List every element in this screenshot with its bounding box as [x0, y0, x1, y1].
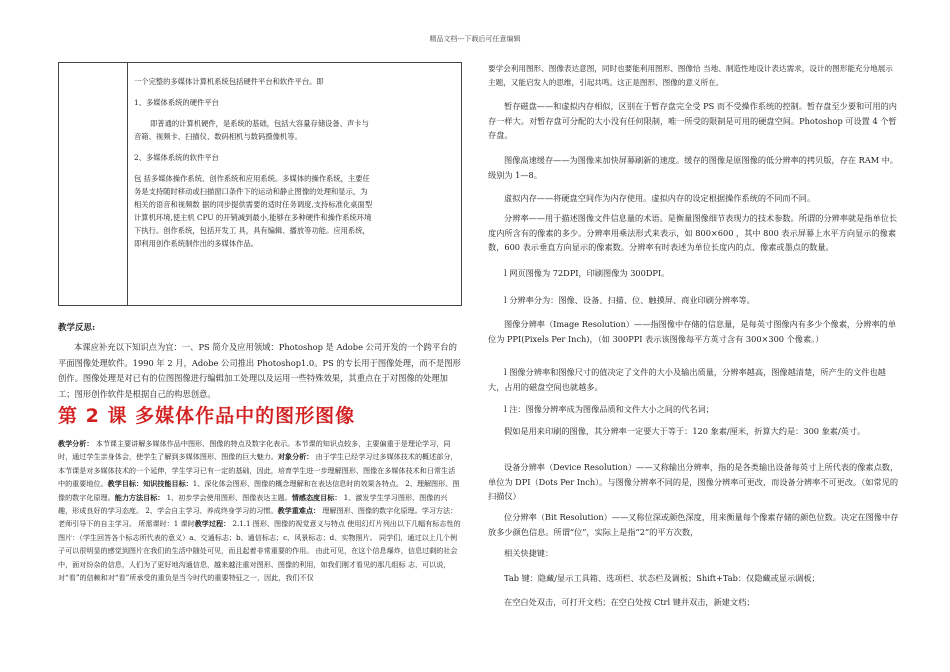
right-para: 在空白处双击，可打开文档；在空白处按 Ctrl 键并双击，新建文档； [504, 597, 755, 607]
cell-para: 一个完整的多媒体计算机系统包括硬件平台和软件平台。即 [134, 77, 324, 86]
right-para: 图像高速缓存——为图像来加快屏幕刷新的速度。缓存的图像是原图像的低分辨率的拷贝版，存在 RAM 中。级别为 1—8。 [488, 155, 899, 180]
cell-para: 1、多媒体系统的硬件平台 [134, 98, 219, 107]
right-para: 要学会利用图形、图像表达意图，同时也要能利用图形、图像恰 当地、制造性地设计表达需求，设计的图形能充分地展示主题，又能启发人的思维，引起共鸣。这正是图形、图像的意义所在。 [488, 64, 893, 87]
body-bold: 知识技能目标： [143, 479, 193, 489]
body-text: 2.1.1 图形、图像的视觉意义与特点 使用幻灯片列出以下几幅有标志性的图片：（学生回答各个标志所代表的意义）a、交通标志；b、通信标志；c、风景标志；d、实物照片。 同学们，通过以上几个例子可以很明显的感觉到图片在我们的生活中随处可见，而且起着非常重要的作用。 由此可见，在这个信息爆炸，信息过剩的社会中，面对纷杂的信息，人们为了更好地沟通信息，越来越注重对图形、图像的利用，如我们刚才看见的那几组标 志，可以说，对“看”的信赖和对“看”所承受的重负是当今时代的重要特征之一，因此，我们不仅 [58, 519, 461, 583]
cell-para: 包 括多媒体操作系统、创作系统和应用系统。多媒体的操作系统，主要任务是支持随时移动或扫描窗口条件下的运动和静止图像的处理和显示，为相关的语音和视频数 据的同步提供需要的适时任务调度,支持标准化桌面型计算机环境,使主机 CPU 的开销减到最小,能够在多种硬件和操作系统环境下执行。创作系统，包括开发工 具，具有编辑、播放等功能。应用系统，即利用创作系统制作出的多媒体作品。 [134, 174, 373, 248]
cell-para: 2、多媒体系统的软件平台 [134, 153, 219, 162]
reflection-heading: 教学反思: [58, 323, 96, 333]
right-para: Tab 键：隐藏/显示工具箱、选项栏、状态栏及调板；Shift+Tab：仅隐藏或显示调板； [504, 573, 820, 583]
right-para: 位分辨率（Bit Resolution）——又称位深或颜色深度，用来衡量每个像素存储的颜色位数。决定在图像中存放多少颜色信息。所谓“位”，实际上是指“2”的平方次数， [488, 512, 899, 537]
cell-para: 即普通的计算机硬件，是系统的基础，包括大容量存储设备、声卡与音箱、视频卡、扫描仪、数码相机与数码摄像机等。 [134, 119, 369, 141]
body-text: 本节课主要讲解多媒体作品中图形、图像的特点及数字化表示。本节课的知识点较多，主要偏重于是理论学习，同时，通过学生亲身体会，使学生了解到多媒体图形、图像的巨大魅力。 [58, 439, 451, 462]
reflection-text: 本课应补充以下知识点为宜：一、PS 简介及应用领域：Photoshop 是 Adobe 公司开发的一个跨平台的平面图像处理软件。1990 年 2 月，Adobe 公司推出 Photoshop1.0。PS 的专长用于图像处理，而不是图形创作。图像处理是对已有的位图图像进行编辑加工处理以及运用一些特殊效果，其重点在于对图像的处理加工；图形创作软件是根据自己的构思创意。 [58, 342, 461, 399]
right-para: 图像分辨率（Image Resolution）——指图像中存储的信息量，是每英寸图像内有多少个像素，分辨率的单位为 PPI(Pixels Per Inch)，（如 300PPI 表示该图像每平方英寸含有 300×300 个像素。） [488, 319, 897, 344]
body-bold: 能力方法目标： [114, 492, 165, 502]
right-para: 暂存磁盘——和虚拟内存相似，区别在于暂存盘完全受 PS 而不受操作系统的控制。暂存盘至少要和可用的内存一样大。对暂存盘可分配的大小没有任何限制，唯一所受的限制是可用的硬盘空间。Photoshop 可设置 4 个暂存盘。 [488, 101, 897, 140]
lesson-body [58, 437, 461, 584]
body-bold: 情感态度目标： [291, 492, 342, 502]
right-para: l 网页图像为 72DPI，印刷图像为 300DPI。 [504, 268, 670, 278]
body-text: 理解图形、图像的数字化原理。学习方法：老师引导下的自主学习。 所需课时：1 课时 [58, 506, 458, 529]
right-para: 设备分辨率（Device Resolution）——又称输出分辨率，指的是各类输出设备每英寸上所代表的像素点数，单位为 DPI（Dots Per Inch）。与图像分辨率不同的是，图像分辨率可更改，而设备分辨率不可更改。（如常见的扫描仪） [488, 462, 899, 501]
right-para: 分辨率——用于描述图像文件信息量的术语。是衡量图像细节表现力的技术参数。所谓的分辨率就是指单位长度内所含有的像素的多少。分辨率用乘法形式来表示，如 800×600 ，其中 800 表示屏幕上水平方向显示的像素数，600 表示垂直方向显示的像素数。分辨率有时表述为单位长度内的点、像素或墨点的数量。 [488, 213, 898, 252]
body-text: 由于学生已经学习过多媒体技术的概述部分，本节课是对多媒体技术的一个延伸，学生学习已有一定的基础，因此，培育学生进一步理解图形、图像在多媒体技术和日常生活中的重要地位。 [58, 452, 458, 489]
page-header: 精品文档---下载后可任意编辑 [429, 35, 521, 43]
body-text: 1、激发学生学习图形、图像的兴趣，形成良好的学习态度。 2、学会自主学习、养成终身学习的习惯。 [58, 492, 448, 516]
right-para: 虚拟内存——将硬盘空间作为内存使用。虚拟内存的设定根据操作系统的不同而不同。 [504, 193, 816, 203]
body-bold: 教学过程： [194, 519, 231, 529]
right-para: l 分辨率分为：图像、设备、扫描、位、触摸屏、商业印刷分辨率等。 [504, 295, 755, 305]
right-para: 相关快捷键： [504, 548, 554, 558]
right-para: l 图像分辨率和图像尺寸的值决定了文件的大小及输出质量，分辨率越高，图像越清楚，所产生的文件也越大，占用的磁盘空间也就越多。 [488, 367, 886, 392]
body-text: 1、深化体会图形、图像的概念理解和在表达信息时的效果各特点。 2、理解图形、图像的数字化原理。 [58, 479, 460, 502]
right-para: 假如是用来印刷的图像，其分辨率一定要大于等于：120 象素/厘米，折算大约是：300 象素/英寸。 [504, 426, 866, 436]
table-divider [127, 63, 128, 305]
body-bold: 教学分析： [58, 439, 94, 448]
table-cell-content [134, 75, 374, 258]
body-bold: 教学目标： [107, 479, 144, 489]
table-cell-box [58, 62, 462, 306]
body-bold: 教学重难点： [277, 506, 321, 516]
body-bold: 对象分析： [277, 452, 314, 462]
right-para: l 注：图像分辨率成为图像品质和文件大小之间的代名词； [504, 404, 714, 414]
lesson-title: 第 2 课 多媒体作品中的图形图像 [58, 405, 356, 427]
body-text: 1、初步学会使用图形、图像表达主题。 [164, 492, 292, 502]
